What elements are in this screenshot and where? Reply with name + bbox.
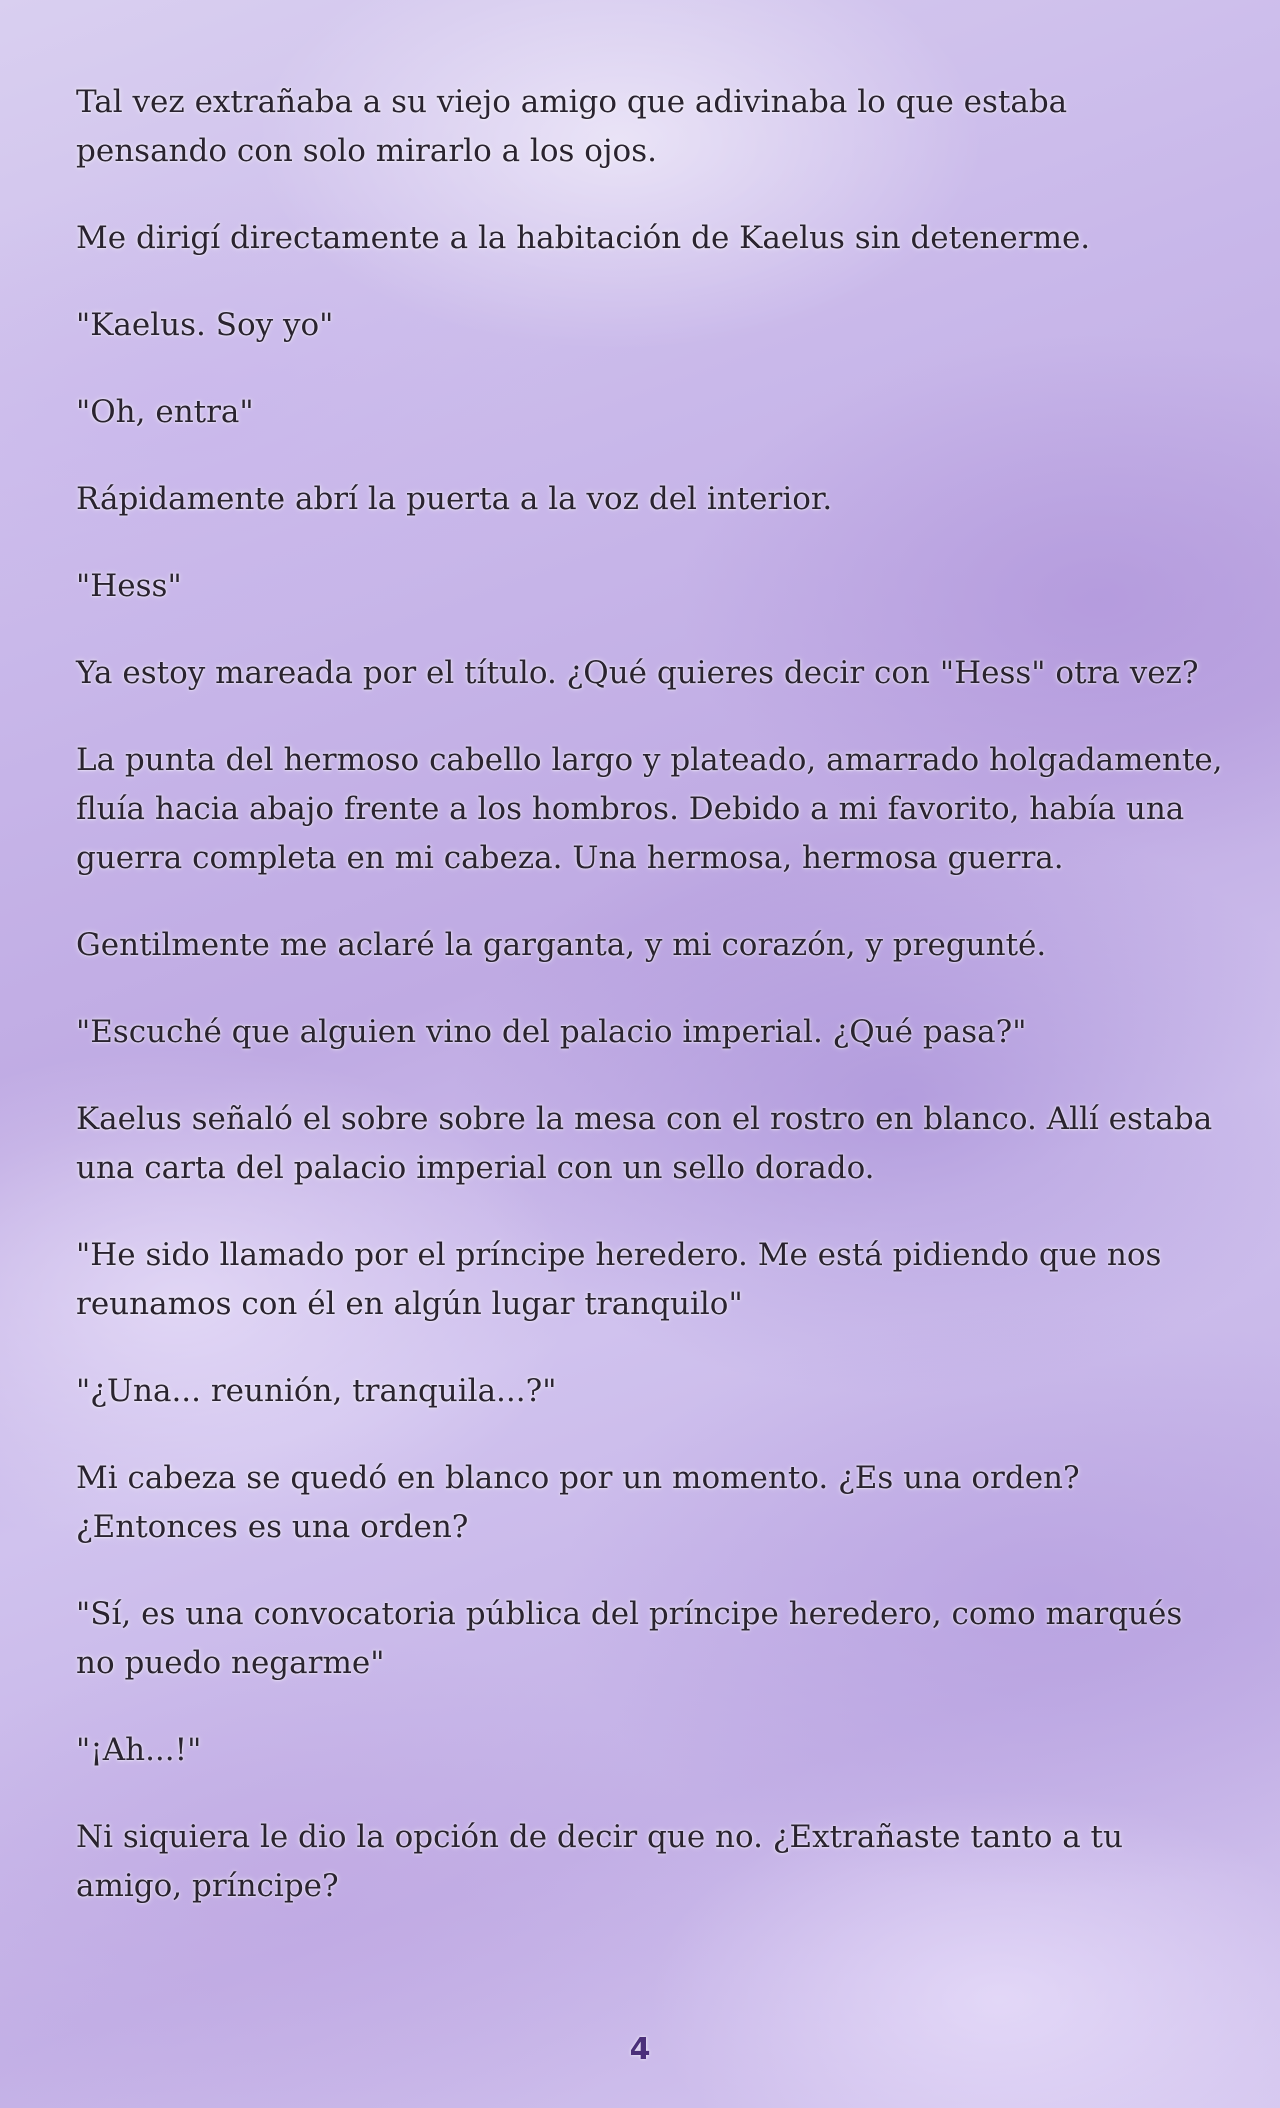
page-number: 4 (629, 2032, 651, 2067)
paragraph: "Hess" (76, 568, 182, 604)
paragraph: Mi cabeza se quedó en blanco por un momento. ¿Es una orden? ¿Entonces es una orden? (76, 1460, 1080, 1545)
paragraph: "Escuché que alguien vino del palacio imperial. ¿Qué pasa?" (76, 1014, 1027, 1050)
paragraph: Ni siquiera le dio la opción de decir que no. ¿Extrañaste tanto a tu amigo, príncipe? (76, 1819, 1123, 1904)
paragraph: "Oh, entra" (76, 394, 254, 430)
paragraph: "Sí, es una convocatoria pública del príncipe heredero, como marqués no puedo negarme" (76, 1596, 1183, 1681)
paragraph: "¿Una... reunión, tranquila...?" (76, 1373, 557, 1409)
paragraph: "¡Ah...!" (76, 1732, 202, 1768)
paragraph: Ya estoy mareada por el título. ¿Qué quieres decir con "Hess" otra vez? (76, 655, 1199, 691)
paragraph: La punta del hermoso cabello largo y plateado, amarrado holgadamente, fluía hacia abajo frente a los hombros. Debido a mi favorito, había una guerra completa en mi cabeza. Una hermosa, hermosa guerra. (76, 742, 1223, 876)
paragraph: Me dirigí directamente a la habitación de Kaelus sin detenerme. (76, 220, 1091, 256)
paragraph: Gentilmente me aclaré la garganta, y mi corazón, y pregunté. (76, 927, 1047, 963)
paragraph: Tal vez extrañaba a su viejo amigo que adivinaba lo que estaba pensando con solo mirarlo a los ojos. (76, 84, 1068, 169)
page-body (76, 78, 1226, 1949)
paragraph: "Kaelus. Soy yo" (76, 307, 334, 343)
paragraph: Rápidamente abrí la puerta a la voz del interior. (76, 481, 833, 517)
paragraph: Kaelus señaló el sobre sobre la mesa con el rostro en blanco. Allí estaba una carta del palacio imperial con un sello dorado. (76, 1101, 1213, 1186)
paragraph: "He sido llamado por el príncipe heredero. Me está pidiendo que nos reunamos con él en algún lugar tranquilo" (76, 1237, 1162, 1322)
